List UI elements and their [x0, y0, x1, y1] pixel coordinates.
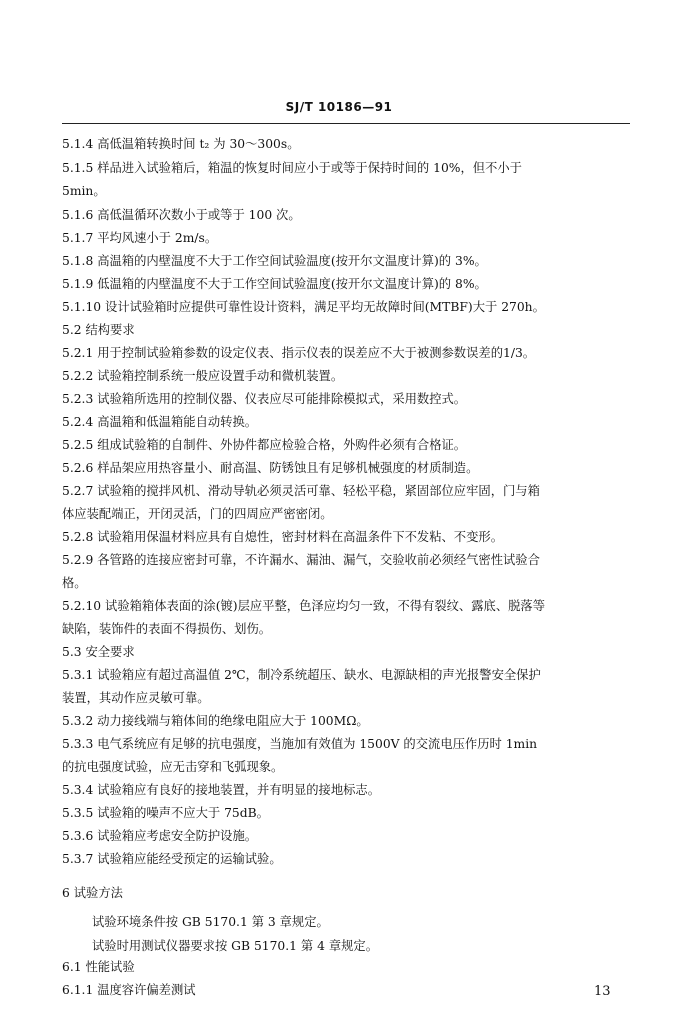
test-instrument-paragraph: 试验时用测试仪器要求按 GB 5170.1 第 4 章规定。 [92, 939, 379, 953]
clause-5-2-10: 5.2.10 试验箱箱体表面的涂(镀)层应平整，色泽应均匀一致，不得有裂纹、露底、脱落等 [62, 599, 546, 613]
clause-5-1-7: 5.1.7 平均风速小于 2m/s。 [62, 231, 218, 245]
test-environment-paragraph: 试验环境条件按 GB 5170.1 第 3 章规定。 [92, 915, 329, 929]
clause-5-3-4: 5.3.4 试验箱应有良好的接地装置，并有明显的接地标志。 [62, 783, 381, 797]
clause-5-2-8: 5.2.8 试验箱用保温材料应具有自熄性，密封材料在高温条件下不发粘、不变形。 [62, 530, 503, 544]
section-5-2-heading: 5.2 结构要求 [62, 323, 135, 337]
clause-5-3-3: 5.3.3 电气系统应有足够的抗电强度，当施加有效值为 1500V 的交流电压作历时 1min [62, 737, 538, 751]
clause-5-2-9: 5.2.9 各管路的连接应密封可靠，不许漏水、漏油、漏气，交验收前必须经气密性试验合 [62, 553, 540, 567]
clause-5-1-6: 5.1.6 高低温循环次数小于或等于 100 次。 [62, 208, 301, 222]
clause-5-2-9-cont: 格。 [62, 576, 87, 590]
page-number: 13 [594, 984, 611, 999]
clause-5-2-4: 5.2.4 高温箱和低温箱能自动转换。 [62, 415, 258, 429]
standard-number-header: SJ/T 10186—91 [285, 100, 393, 114]
clause-5-3-3-cont: 的抗电强度试验，应无击穿和飞弧现象。 [62, 760, 284, 774]
clause-5-2-10-cont: 缺陷，装饰件的表面不得损伤、划伤。 [62, 622, 272, 636]
clause-5-1-9: 5.1.9 低温箱的内壁温度不大于工作空间试验温度(按开尔文温度计算)的 8%。 [62, 277, 487, 291]
clause-5-1-10: 5.1.10 设计试验箱时应提供可靠性设计资料，满足平均无故障时间(MTBF)大于 270h。 [62, 300, 545, 314]
clause-5-2-2: 5.2.2 试验箱控制系统一般应设置手动和微机装置。 [62, 369, 344, 383]
clause-5-1-5: 5.1.5 样品进入试验箱后，箱温的恢复时间应小于或等于保持时间的 10%，但不小于 [62, 161, 522, 175]
clause-5-1-5-cont: 5min。 [62, 184, 106, 198]
clause-5-3-6: 5.3.6 试验箱应考虑安全防护设施。 [62, 829, 258, 843]
section-5-3-heading: 5.3 安全要求 [62, 645, 135, 659]
clause-5-2-1: 5.2.1 用于控制试验箱参数的设定仪表、指示仪表的误差应不大于被测参数误差的1/3。 [62, 346, 536, 360]
clause-5-3-1: 5.3.1 试验箱应有超过高温值 2℃，制冷系统超压、缺水、电源缺相的声光报警安全保护 [62, 668, 541, 682]
clause-5-2-3: 5.2.3 试验箱所选用的控制仪器、仪表应尽可能排除模拟式，采用数控式。 [62, 392, 467, 406]
clause-6-1-1: 6.1.1 温度容许偏差测试 [62, 983, 196, 997]
clause-5-3-7: 5.3.7 试验箱应能经受预定的运输试验。 [62, 852, 282, 866]
clause-5-2-7: 5.2.7 试验箱的搅拌风机、滑动导轨必须灵活可靠、轻松平稳，紧固部位应牢固，门与箱 [62, 484, 540, 498]
clause-5-1-4: 5.1.4 高低温箱转换时间 t₂ 为 30～300s。 [62, 137, 300, 151]
clause-5-3-1-cont: 装置，其动作应灵敏可靠。 [62, 691, 210, 705]
clause-5-3-5: 5.3.5 试验箱的噪声不应大于 75dB。 [62, 806, 269, 820]
header-rule [62, 123, 630, 124]
clause-5-2-6: 5.2.6 样品架应用热容量小、耐高温、防锈蚀且有足够机械强度的材质制造。 [62, 461, 479, 475]
clause-5-3-2: 5.3.2 动力接线端与箱体间的绝缘电阻应大于 100MΩ。 [62, 714, 369, 728]
clause-5-2-5: 5.2.5 组成试验箱的自制件、外协件都应检验合格，外购件必须有合格证。 [62, 438, 467, 452]
clause-5-2-7-cont: 体应装配端正，开闭灵活，门的四周应严密密闭。 [62, 507, 333, 521]
section-6-heading: 6 试验方法 [62, 886, 123, 900]
section-6-1-heading: 6.1 性能试验 [62, 960, 135, 974]
clause-5-1-8: 5.1.8 高温箱的内壁温度不大于工作空间试验温度(按开尔文温度计算)的 3%。 [62, 254, 487, 268]
